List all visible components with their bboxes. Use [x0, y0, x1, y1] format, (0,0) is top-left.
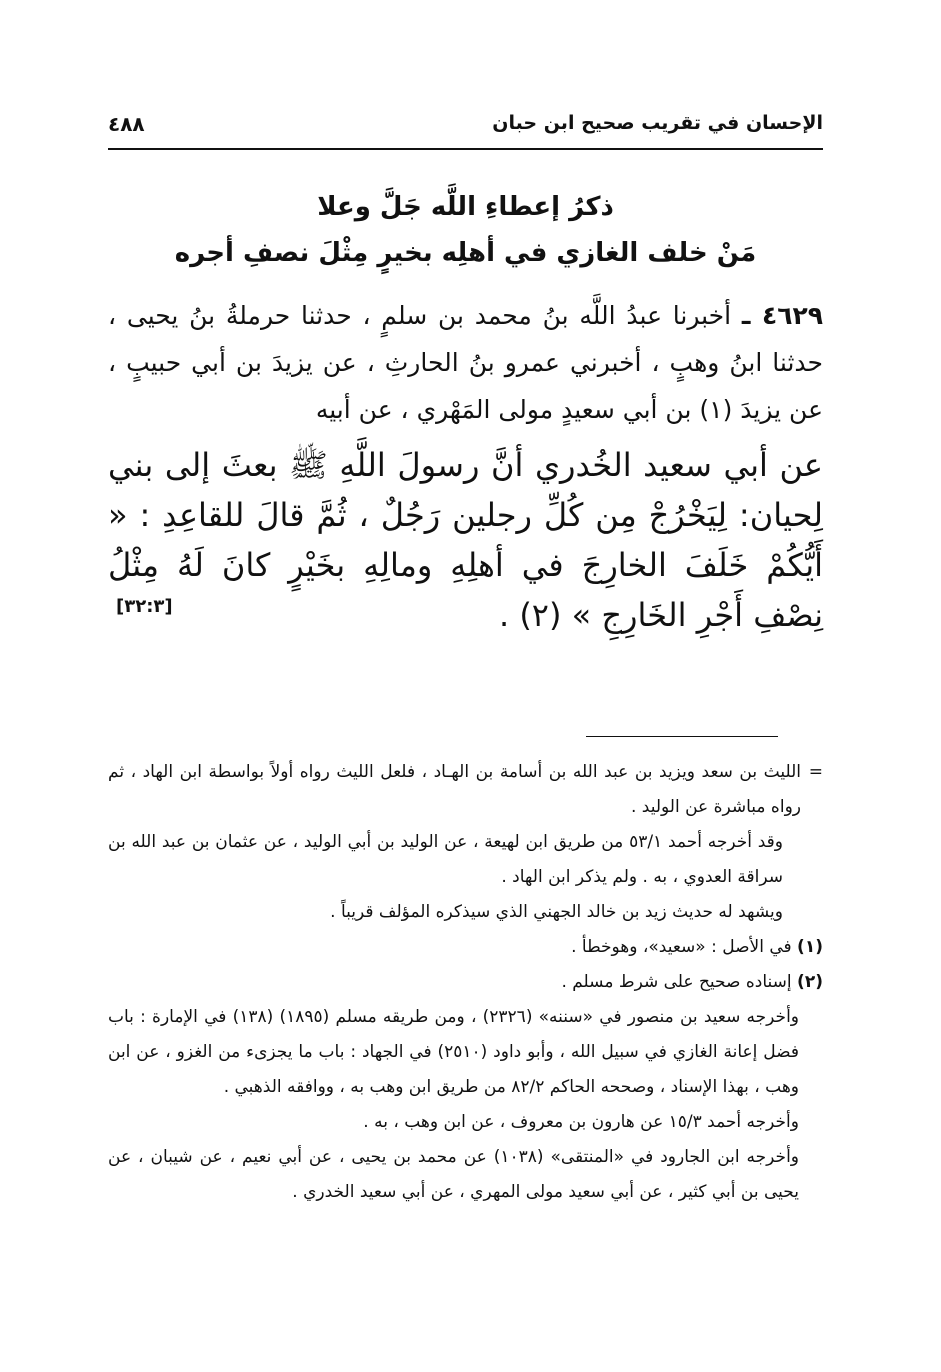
- footnote-2: [108, 965, 823, 1000]
- continuation-marker: =: [808, 762, 823, 782]
- hadith-reference: [٣٢:٣]: [116, 596, 173, 617]
- hadith-isnad: [108, 292, 823, 433]
- chapter-heading-line-2: مَنْ خلف الغازي في أهلِه بخيرٍ مِثْلَ نصفِ أجره: [174, 238, 757, 268]
- footnotes: [108, 755, 823, 1210]
- footnote-separator: [586, 736, 778, 737]
- footnote-1: [108, 930, 823, 965]
- isnad-text: أخبرنا عبدُ اللَّه بنُ محمد بن سلمٍ ، حدثنا حرملةُ بنُ يحيى ، حدثنا ابنُ وهبٍ ، أخبرني عمرو بنُ الحارثِ ، عن يزيدَ بن أبي حبيبٍ ، عن يزيدَ (١) بن أبي سعيدٍ مولى المَهْري ، عن أبيه: [108, 301, 823, 424]
- footnote-1-number: (١): [797, 937, 823, 957]
- footnote-2-number: (٢): [797, 972, 823, 992]
- footnote-1-text: في الأصل : «سعيد»، وهوخطأ .: [571, 937, 792, 957]
- footnote-paragraph: وأخرجه سعيد بن منصور في «سننه» (٢٣٢٦) ، ومن طريقه مسلم (١٨٩٥) (١٣٨) في الإمارة : باب فضل إعانة الغازي في سبيل الله ، وأبو داود (٢٥١٠) في الجهاد : باب ما يجزىء من الغزو ، عن ابن وهب ، بهذا الإسناد ، وصححه الحاكم ٨٢/٢ من طريق ابن وهب به ، ووافقه الذهبي .: [108, 1007, 799, 1097]
- footnote-paragraph: ويشهد له حديث زيد بن خالد الجهني الذي سيذكره المؤلف قريباً .: [330, 902, 783, 922]
- hadith-matn: عن أبي سعيد الخُدري أنَّ رسولَ اللَّهِ ﷺ بعثَ إلى بني لِحيان: لِيَخْرُجْ مِن كُلِّ رجلين رَجُلٌ ، ثُمَّ قالَ للقاعِدِ : « أَيُّكُمْ خَلَفَ الخارِجَ في أهلِهِ ومالِهِ بخَيْرٍ كانَ لَهُ مِثْلُ نِصْفِ أَجْرِ الخَارِجِ » (٢) .: [108, 446, 823, 634]
- hadith-number: ٤٦٢٩ ـ: [741, 301, 824, 330]
- chapter-heading-line-1: ذكرُ إعطاءِ اللَّه جَلَّ وعلا: [317, 192, 614, 222]
- footnote-paragraph: وأخرجه ابن الجارود في «المنتقى» (١٠٣٨) عن محمد بن يحيى ، عن أبي نعيم ، عن شيبان ، عن يحيى بن أبي كثير ، عن أبي سعيد مولى المهري ، عن أبي سعيد الخدري .: [108, 1147, 799, 1202]
- footnote-2-text: إسناده صحيح على شرط مسلم .: [561, 972, 792, 992]
- footnote-paragraph: وقد أخرجه أحمد ٥٣/١ من طريق ابن لهيعة ، عن الوليد بن أبي الوليد ، عن عثمان بن عبد الله بن سراقة العدوي ، به . ولم يذكر ابن الهاد .: [108, 832, 783, 887]
- footnote-paragraph: وأخرجه أحمد ١٥/٣ عن هارون بن معروف ، عن ابن وهب ، به .: [363, 1112, 799, 1132]
- footnote-continuation: [108, 755, 823, 825]
- continuation-text: الليث بن سعد ويزيد بن عبد الله بن أسامة بن الهـاد ، فلعل الليث رواه أولاً بواسطة ابن الهاد ، ثم رواه مباشرة عن الوليد .: [108, 762, 801, 817]
- page-number: ٤٨٨: [108, 112, 145, 136]
- book-title: الإحسان في تقريب صحيح ابن حبان: [492, 112, 823, 134]
- running-header: [108, 112, 823, 150]
